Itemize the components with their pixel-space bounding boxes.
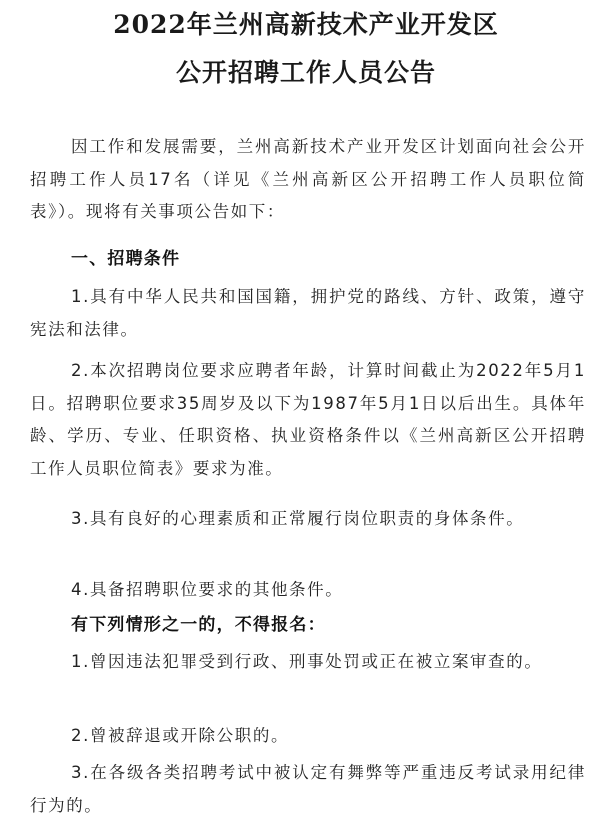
exclusion-item-3: 3.在各级各类招聘考试中被认定有舞弊等严重违反考试录用纪律行为的。 bbox=[30, 763, 586, 815]
exclusion-heading: 有下列情形之一的，不得报名： bbox=[71, 615, 326, 635]
document-title-line-1: 2022年兰州高新技术产业开发区 bbox=[113, 10, 499, 39]
condition-item-2: 2.本次招聘岗位要求应聘者年龄，计算时间截止为2022年5月1日。招聘职位要求35周岁及以下为1987年5月1日以后出生。具体年龄、学历、专业、任职资格、执业资格条件以《兰州高新区公开招聘工作人员职位简表》要求为准。 bbox=[30, 361, 586, 478]
section-heading-recruitment-conditions: 一、招聘条件 bbox=[71, 249, 181, 269]
condition-item-4: 4.具备招聘职位要求的其他条件。 bbox=[71, 580, 344, 599]
exclusion-item-1: 1.曾因违法犯罪受到行政、刑事处罚或正在被立案审查的。 bbox=[71, 652, 543, 671]
document-title-line-2: 公开招聘工作人员公告 bbox=[175, 58, 436, 87]
condition-item-1: 1.具有中华人民共和国国籍，拥护党的路线、方针、政策，遵守宪法和法律。 bbox=[30, 287, 586, 339]
condition-item-3: 3.具有良好的心理素质和正常履行岗位职责的身体条件。 bbox=[71, 509, 525, 528]
intro-paragraph: 因工作和发展需要，兰州高新技术产业开发区计划面向社会公开招聘工作人员17名（详见《兰州高新区公开招聘工作人员职位简表》）。现将有关事项公告如下： bbox=[30, 137, 586, 221]
exclusion-item-2: 2.曾被辞退或开除公职的。 bbox=[71, 726, 290, 745]
